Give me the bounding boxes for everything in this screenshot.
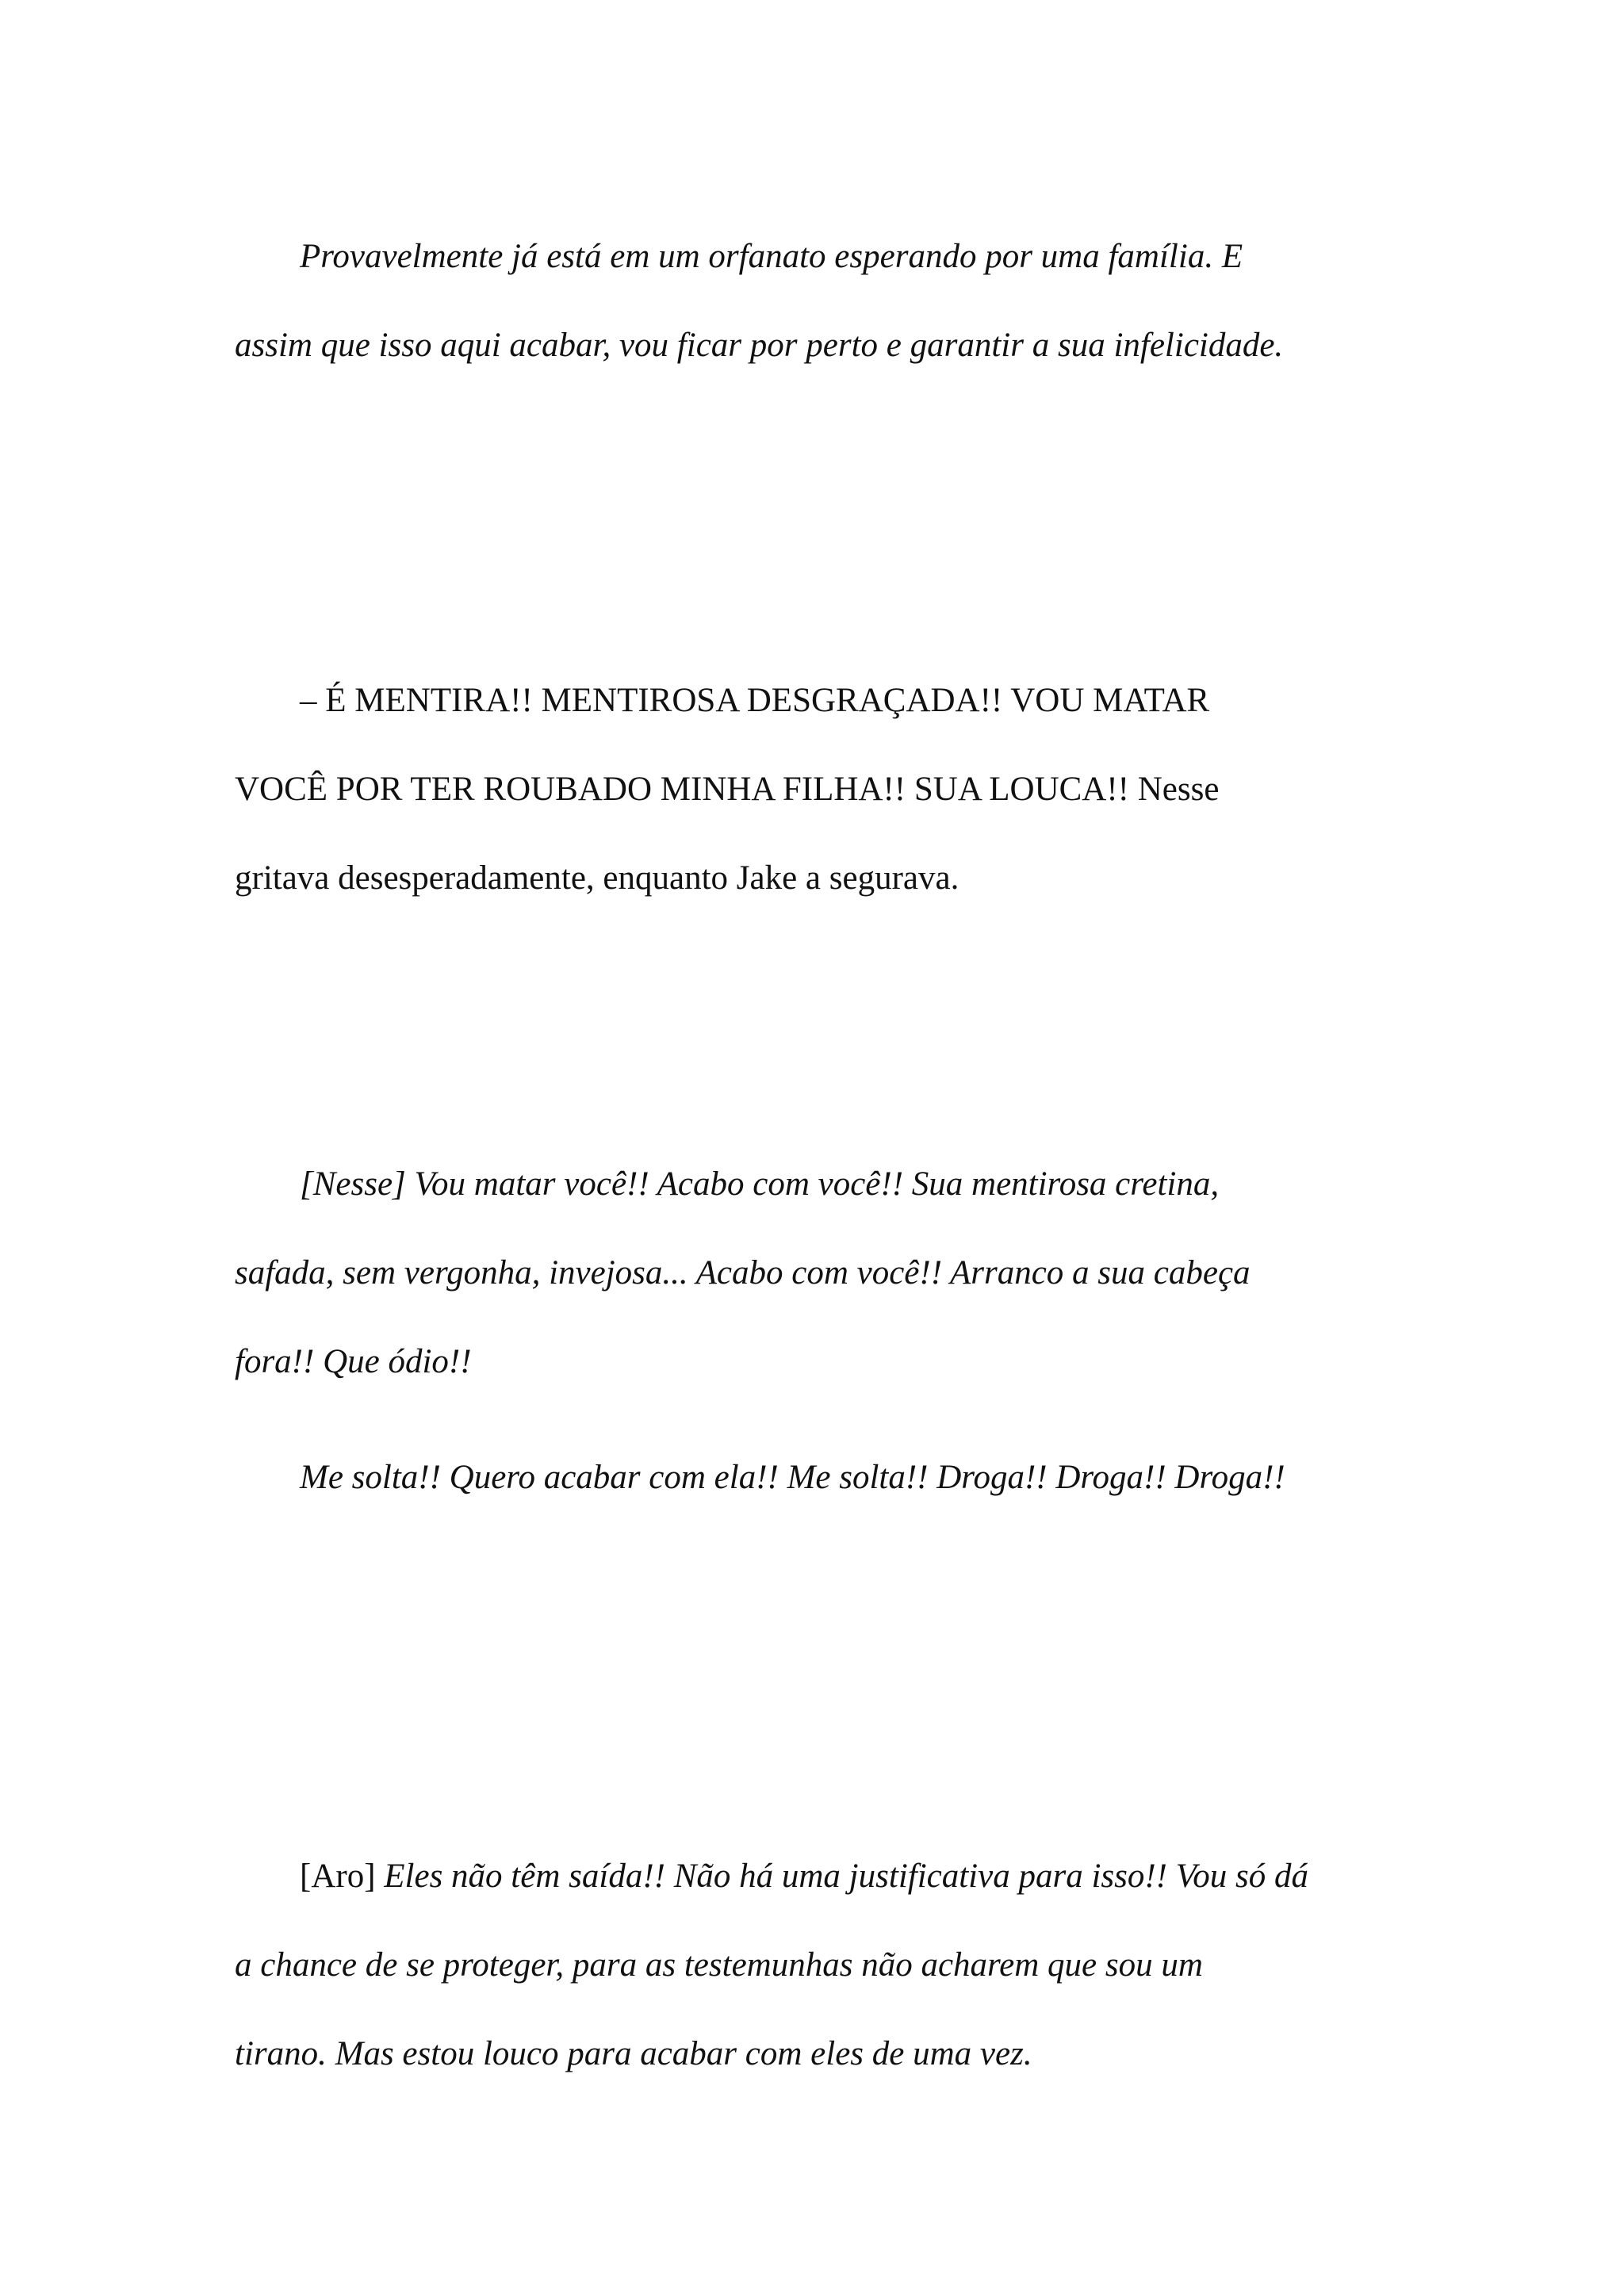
paragraph-5-line-3: tirano. Mas estou louco para acabar com eles de uma vez. bbox=[235, 2035, 1032, 2072]
paragraph-3-line-1: [Nesse] Vou matar você!! Acabo com você!! Sua mentirosa cretina, bbox=[300, 1165, 1220, 1203]
paragraph-2-line-1: – É MENTIRA!! MENTIROSA DESGRAÇADA!! VOU MATAR bbox=[300, 682, 1210, 719]
paragraph-1-line-2: assim que isso aqui acabar, vou ficar por perto e garantir a sua infelicidade. bbox=[235, 327, 1284, 364]
paragraph-5-line-1: Eles não têm saída!! Não há uma justificativa para isso!! Vou só dá bbox=[384, 1858, 1308, 1895]
paragraph-1-line-1: Provavelmente já está em um orfanato esperando por uma família. E bbox=[300, 238, 1243, 275]
paragraph-5-line-1-wrap bbox=[235, 1854, 1424, 1899]
paragraph-2-line-3: gritava desesperadamente, enquanto Jake a segurava. bbox=[235, 859, 959, 897]
paragraph-5-line-2: a chance de se proteger, para as testemunhas não acharem que sou um bbox=[235, 1946, 1203, 1984]
paragraph-2-line-2: VOCÊ POR TER ROUBADO MINHA FILHA!! SUA LOUCA!! Nesse bbox=[235, 771, 1220, 808]
paragraph-5 bbox=[235, 1810, 1424, 2121]
paragraph-4 bbox=[235, 1411, 1424, 1544]
speaker-label: [Aro] bbox=[300, 1858, 376, 1895]
paragraph-2 bbox=[235, 634, 1424, 945]
paragraph-3-line-3: fora!! Que ódio!! bbox=[235, 1343, 472, 1380]
paragraph-3 bbox=[235, 1118, 1424, 1429]
paragraph-1 bbox=[235, 190, 1424, 412]
paragraph-4-line-1: Me solta!! Quero acabar com ela!! Me solta!! Droga!! Droga!! Droga!! bbox=[300, 1459, 1285, 1496]
paragraph-3-line-2: safada, sem vergonha, invejosa... Acabo com você!! Arranco a sua cabeça bbox=[235, 1254, 1251, 1292]
